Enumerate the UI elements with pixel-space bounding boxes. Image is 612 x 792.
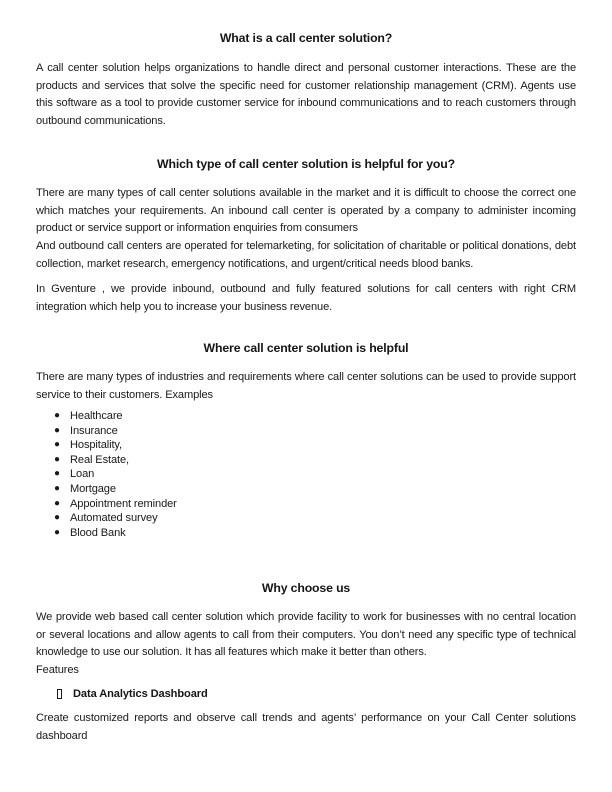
list-item-label: Healthcare — [70, 410, 123, 422]
list-item — [36, 497, 576, 512]
list-item — [36, 409, 576, 424]
bullet-dot-icon: ● — [54, 497, 60, 509]
section-why-choose-us — [36, 581, 576, 596]
list-item-label: Hospitality, — [70, 439, 122, 452]
list-item — [36, 526, 576, 541]
list-item-label: Loan — [70, 468, 95, 481]
list-item-label: Blood Bank — [70, 526, 126, 539]
paragraph-which-type-3 — [36, 281, 576, 316]
bullet-dot-icon: ● — [54, 482, 60, 494]
paragraph-text: And outbound call centers are operated for telemarketing, for solicitation of charitable or political donations, debt collection, market research, emergency notifications, and urgent/critical needs blood banks. — [36, 240, 576, 270]
paragraph-text: There are many types of call center solutions available in the market and it is difficult to choose the correct one which matches your requirements. An inbound call center is operated by a company to administer incoming product or service support or information enquiries from consumers — [36, 187, 576, 235]
bullet-dot-icon: ● — [54, 512, 60, 524]
paragraph-text: We provide web based call center solution which provide facility to work for businesses with no central location or several locations and allow agents to call from their computers. You don’t need any specific type of technical knowledge to use our solution. It has all features which make it better than others. — [36, 611, 576, 659]
heading-why-choose-us: Why choose us — [261, 581, 351, 595]
paragraph-which-type-1 — [36, 185, 576, 238]
heading-which-type-of-call-center-solution: Which type of call center solution is helpful for you? — [157, 157, 455, 171]
paragraph-which-type-2 — [36, 238, 576, 273]
list-item-label: Automated survey — [70, 512, 158, 525]
list-item — [36, 424, 576, 439]
bullet-dot-icon: ● — [54, 439, 60, 451]
bullet-dot-icon: ● — [54, 410, 60, 421]
list-item — [36, 482, 576, 497]
feature-title-label: Data Analytics Dashboard — [73, 688, 208, 700]
features-label: Features — [36, 664, 79, 676]
heading-where-call-center-solution-is-helpful: Where call center solution is helpful — [203, 341, 409, 355]
list-item — [36, 438, 576, 453]
bullet-dot-icon: ● — [54, 453, 60, 465]
paragraph-text: Create customized reports and observe call trends and agents’ performance on your Call Center solutions dashboard — [36, 712, 576, 742]
industry-bullet-list — [36, 409, 576, 540]
feature-item-data-analytics-dashboard — [36, 686, 576, 702]
list-item-label: Real Estate, — [70, 453, 129, 466]
paragraph-text: A call center solution helps organizations to handle direct and personal customer interactions. These are the products and services that solve the specific need for customer relationship management (CRM). Agents use this software as a tool to provide customer service for inbound communications and to reach customers through outbound communications. — [36, 62, 576, 127]
missing-glyph-box-icon — [57, 689, 62, 699]
list-item-label: Appointment reminder — [70, 497, 177, 510]
list-item — [36, 511, 576, 526]
paragraph-what-is — [36, 60, 576, 130]
list-item-label: Insurance — [70, 424, 118, 437]
list-item — [36, 467, 576, 482]
feature-row — [36, 686, 576, 702]
paragraph-text: In Gventure , we provide inbound, outbound and fully featured solutions for call centers with right CRM integration which help you to increase your business revenue. — [36, 283, 576, 313]
list-item-label: Mortgage — [70, 482, 116, 495]
bullet-list — [36, 409, 576, 540]
section-where-helpful — [36, 341, 576, 356]
paragraph-text: There are many types of industries and requirements where call center solutions can be used to provide support service to their customers. Examples — [36, 371, 576, 401]
paragraph-where-helpful — [36, 369, 576, 404]
paragraph-why-choose-us — [36, 609, 576, 662]
bullet-dot-icon: ● — [54, 468, 60, 480]
features-label-block — [36, 662, 576, 680]
list-item — [36, 453, 576, 468]
heading-what-is-a-call-center-solution: What is a call center solution? — [219, 31, 393, 45]
bullet-dot-icon: ● — [54, 526, 60, 538]
section-what-is — [36, 31, 576, 46]
paragraph-feature-description — [36, 710, 576, 745]
bullet-dot-icon: ● — [54, 424, 60, 436]
section-which-type — [36, 157, 576, 172]
